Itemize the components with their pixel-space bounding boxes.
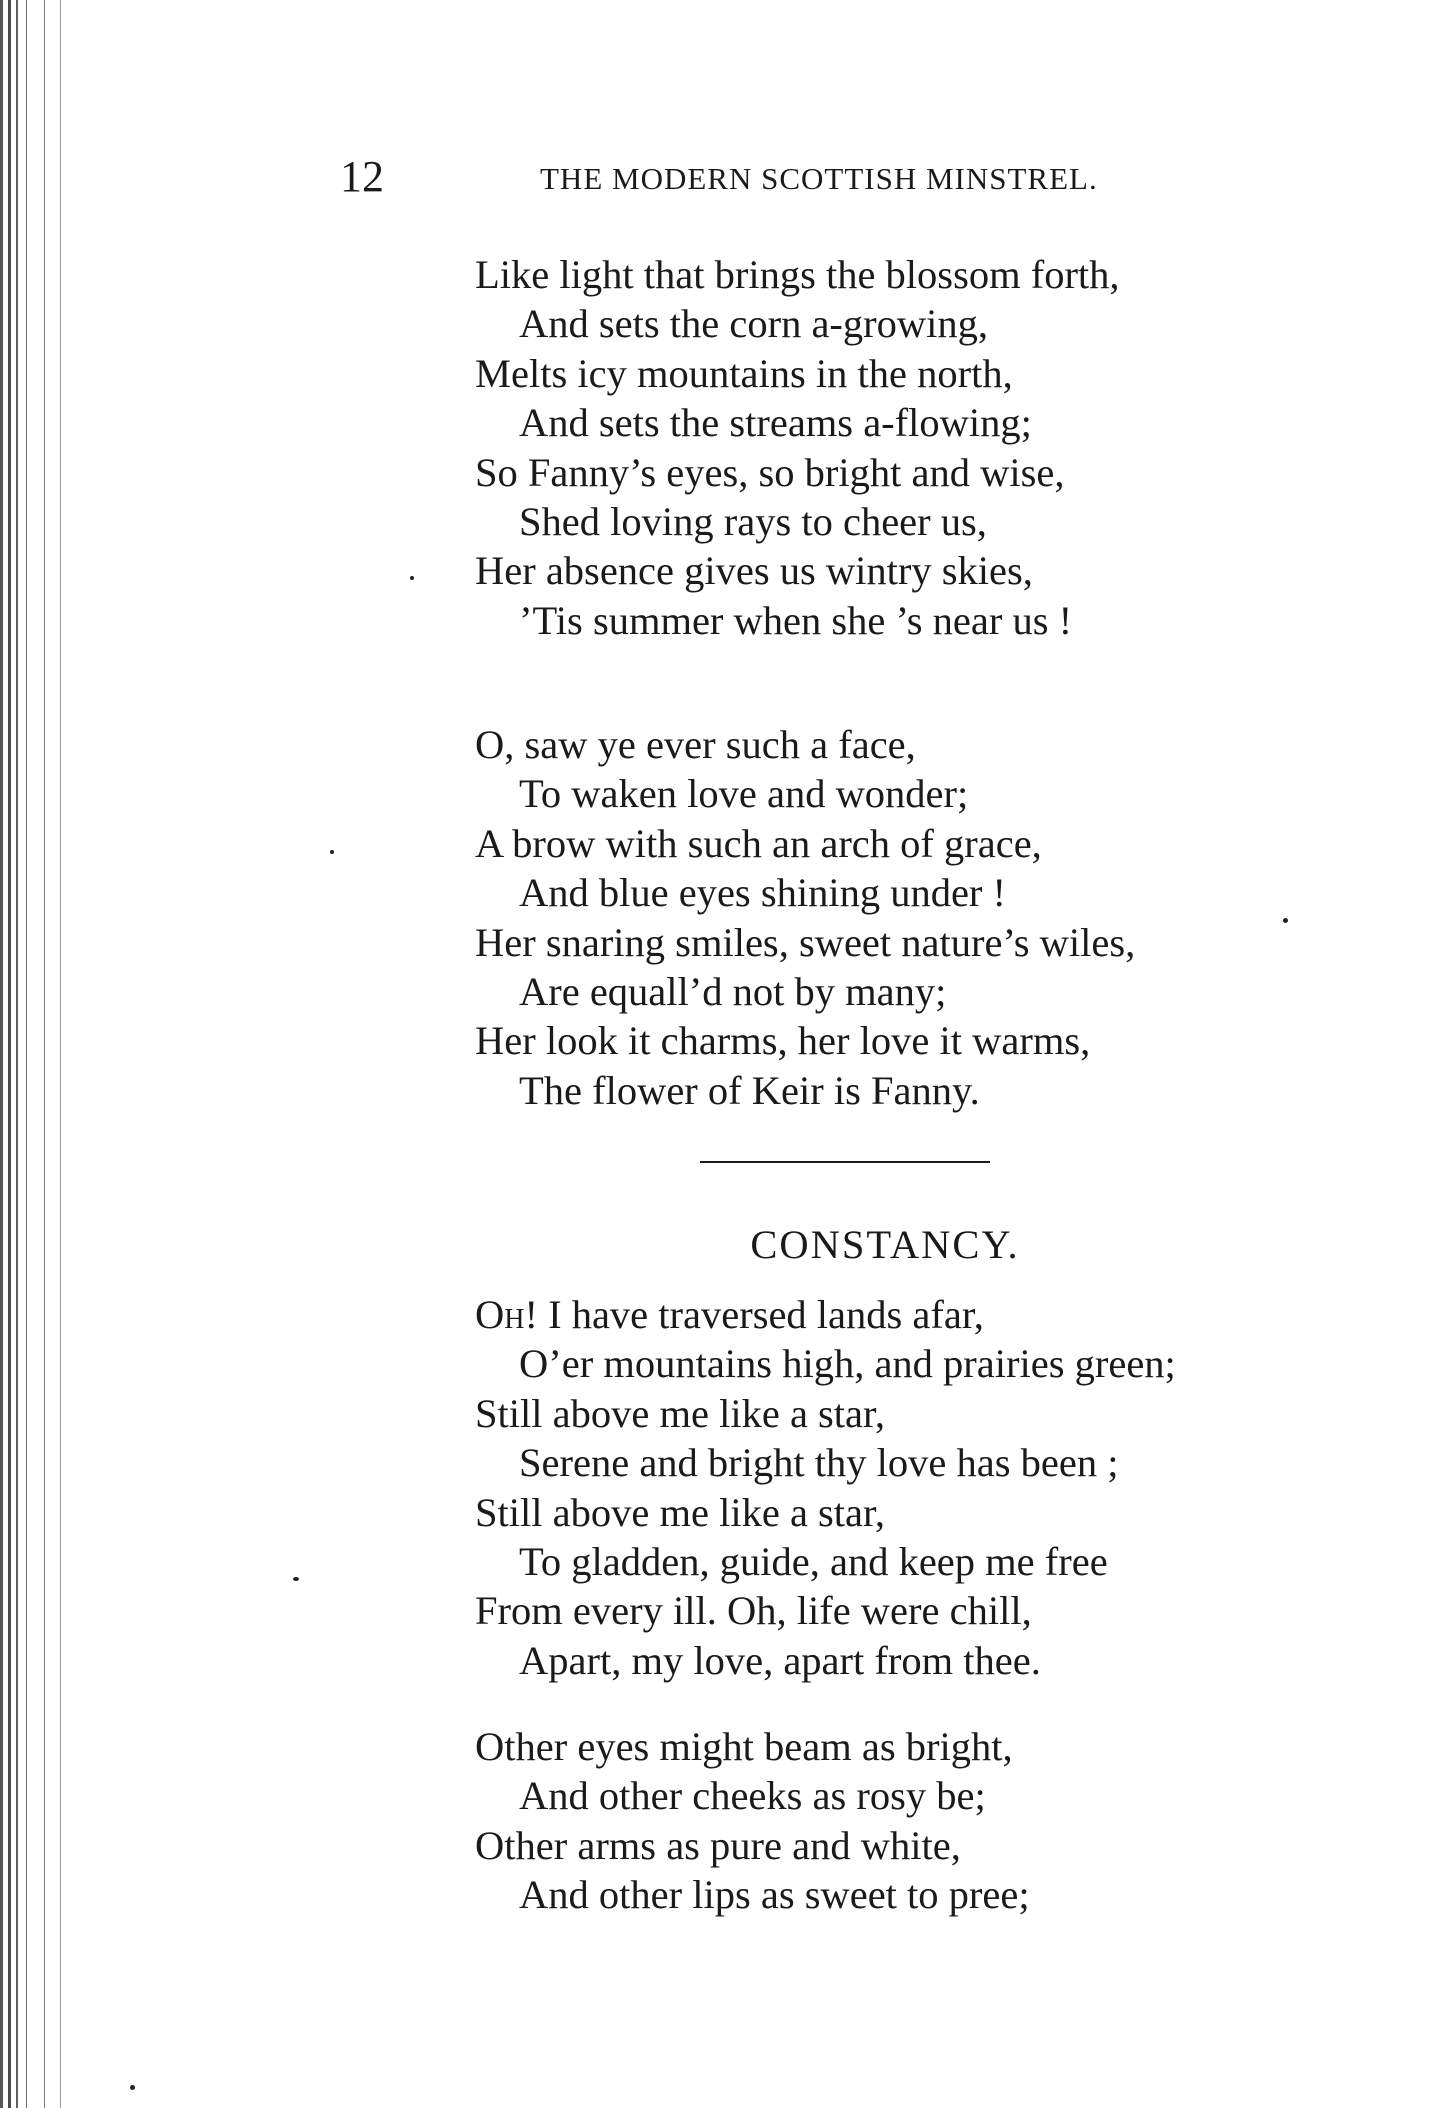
poem-title: CONSTANCY.: [750, 1222, 1020, 1267]
scan-speck: [293, 1577, 299, 1581]
running-head: THE MODERN SCOTTISH MINSTREL.: [540, 161, 1098, 196]
poem-line: O, saw ye ever such a face,: [475, 722, 916, 767]
poem-line: So Fanny’s eyes, so bright and wise,: [475, 449, 1065, 495]
poem-line: Other eyes might beam as bright,: [475, 1724, 1013, 1769]
poem-line: [475, 1290, 1295, 1339]
poem-line: O’er mountains high, and prairies green;: [519, 1341, 1176, 1387]
scan-speck: [330, 850, 334, 854]
drop-word: Oh: [475, 1292, 525, 1337]
poem-stanza: [475, 1290, 1295, 1685]
poem-line: Still above me like a star,: [475, 1489, 886, 1535]
scan-speck: [410, 576, 414, 580]
poem-line: Serene and bright thy love has been ;: [519, 1440, 1119, 1486]
poem-stanza: [475, 720, 1295, 1115]
poem-line: And other lips as sweet to pree;: [519, 1872, 1030, 1918]
poem-line: From every ill. Oh, life were chill,: [475, 1588, 1032, 1634]
section-divider-rule: [700, 1161, 990, 1163]
poem-line: ’Tis summer when she ’s near us !: [519, 597, 1073, 643]
poem-line: Apart, my love, apart from thee.: [519, 1637, 1041, 1683]
poem-line: A brow with such an arch of grace,: [475, 820, 1042, 866]
poem-stanza: [475, 1722, 1295, 1920]
poem-line: Her look it charms, her love it warms,: [475, 1018, 1091, 1064]
poem-line-rest: ! I have traversed lands afar,: [524, 1292, 984, 1337]
poem-line: And sets the corn a-growing,: [519, 301, 989, 347]
poem-line: Still above me like a star,: [475, 1390, 886, 1436]
poem-line: Her absence gives us wintry skies,: [475, 548, 1033, 594]
poem-line: Other arms as pure and white,: [475, 1822, 961, 1868]
poem-line: And blue eyes shining under !: [519, 870, 1007, 916]
page-header: [340, 152, 1180, 215]
poem-stanza: [475, 250, 1295, 645]
poem-line: Shed loving rays to cheer us,: [519, 498, 987, 544]
poem-line: Like light that brings the blossom forth,: [475, 252, 1120, 297]
poem-line: Are equall’d not by many;: [519, 968, 947, 1014]
poem-line: Her snaring smiles, sweet nature’s wiles,: [475, 919, 1136, 965]
page-number: 12: [340, 152, 384, 201]
poem-line: And other cheeks as rosy be;: [519, 1773, 986, 1819]
scan-speck: [130, 2085, 135, 2090]
poem-line: To gladden, guide, and keep me free: [519, 1538, 1108, 1584]
scan-speck: [1283, 918, 1288, 923]
poem-line: Melts icy mountains in the north,: [475, 350, 1013, 396]
poem-line: And sets the streams a-flowing;: [519, 400, 1032, 446]
poem-line: The flower of Keir is Fanny.: [519, 1067, 980, 1113]
poem-line: To waken love and wonder;: [519, 771, 969, 817]
book-binding-edge: [0, 0, 82, 2108]
